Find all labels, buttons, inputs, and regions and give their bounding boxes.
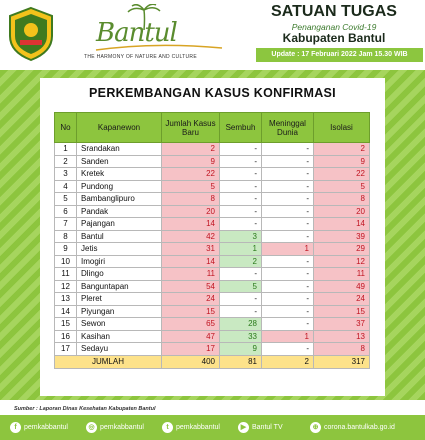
cell-isolasi: 14 <box>314 218 370 231</box>
total-isolasi: 317 <box>314 355 370 368</box>
cell-isolasi: 9 <box>314 155 370 168</box>
cell-kasus: 11 <box>162 268 220 281</box>
cell-no: 15 <box>55 318 77 331</box>
cell-sembuh: 5 <box>220 280 262 293</box>
table-row <box>55 193 370 206</box>
cell-kasus: 65 <box>162 318 220 331</box>
social-link-instagram[interactable] <box>86 421 144 434</box>
cell-kasus: 14 <box>162 255 220 268</box>
col-header-sembuh: Sembuh <box>220 113 262 143</box>
social-label: pemkabbantul <box>24 424 68 431</box>
cell-kapanewon: Bambanglipuro <box>77 193 162 206</box>
social-label: pemkabbantul <box>176 424 220 431</box>
cell-no: 6 <box>55 205 77 218</box>
cell-sembuh: - <box>220 293 262 306</box>
cell-kapanewon: Banguntapan <box>77 280 162 293</box>
cell-sembuh: 33 <box>220 330 262 343</box>
cell-isolasi: 29 <box>314 243 370 256</box>
cell-no: 12 <box>55 280 77 293</box>
update-badge: Update : 17 Februari 2022 Jam 15.30 WIB <box>256 48 423 62</box>
cell-sembuh: - <box>220 268 262 281</box>
table-row <box>55 280 370 293</box>
cell-kapanewon: Pajangan <box>77 218 162 231</box>
cell-isolasi: 8 <box>314 343 370 356</box>
region-title: Kabupaten Bantul <box>282 31 386 45</box>
cell-kasus: 54 <box>162 280 220 293</box>
col-header-kapanewon: Kapanewon <box>77 113 162 143</box>
cell-no: 10 <box>55 255 77 268</box>
page-subtitle: Penanganan Covid-19 <box>291 22 377 32</box>
cell-meninggal: - <box>262 193 314 206</box>
table-row <box>55 230 370 243</box>
cell-kasus: 24 <box>162 293 220 306</box>
cell-isolasi: 5 <box>314 180 370 193</box>
cell-no: 1 <box>55 143 77 156</box>
cell-kapanewon: Kasihan <box>77 330 162 343</box>
total-kasus: 400 <box>162 355 220 368</box>
cell-kapanewon: Piyungan <box>77 305 162 318</box>
cell-kapanewon: Imogiri <box>77 255 162 268</box>
cell-no: 4 <box>55 180 77 193</box>
cell-kasus: 20 <box>162 205 220 218</box>
social-label: Bantul TV <box>252 424 283 431</box>
cell-kasus: 31 <box>162 243 220 256</box>
table-row <box>55 243 370 256</box>
total-label: JUMLAH <box>55 355 162 368</box>
cell-meninggal: - <box>262 318 314 331</box>
cell-no: 7 <box>55 218 77 231</box>
cell-no: 5 <box>55 193 77 206</box>
cell-kasus: 2 <box>162 143 220 156</box>
page-title: SATUAN TUGAS <box>271 3 397 20</box>
total-meninggal: 2 <box>262 355 314 368</box>
cell-no: 3 <box>55 168 77 181</box>
table-row <box>55 143 370 156</box>
social-label: pemkabbantul <box>100 424 144 431</box>
youtube-icon: ▶ <box>238 422 249 433</box>
source-note: Sumber : Laporan Dinas Kesehatan Kabupaten Bantul <box>14 406 156 412</box>
col-header-no: No <box>55 113 77 143</box>
cell-no: 16 <box>55 330 77 343</box>
cell-kapanewon: Dlingo <box>77 268 162 281</box>
cell-kapanewon: Sanden <box>77 155 162 168</box>
cell-no: 14 <box>55 305 77 318</box>
cell-isolasi: 11 <box>314 268 370 281</box>
table-row <box>55 305 370 318</box>
cell-kasus: 22 <box>162 168 220 181</box>
brand-logo <box>84 4 234 64</box>
cell-sembuh: - <box>220 218 262 231</box>
cell-kapanewon: Bantul <box>77 230 162 243</box>
cell-no: 8 <box>55 230 77 243</box>
header <box>0 0 425 70</box>
cell-meninggal: 1 <box>262 330 314 343</box>
cell-sembuh: - <box>220 143 262 156</box>
globe-icon: ⊕ <box>310 422 321 433</box>
cell-sembuh: 28 <box>220 318 262 331</box>
cell-isolasi: 15 <box>314 305 370 318</box>
table-row <box>55 218 370 231</box>
brand-tagline: THE HARMONY OF NATURE AND CULTURE <box>84 54 197 60</box>
social-link-globe[interactable] <box>310 421 395 434</box>
social-link-twitter[interactable] <box>162 421 220 434</box>
cell-kapanewon: Srandakan <box>77 143 162 156</box>
cell-kapanewon: Pundong <box>77 180 162 193</box>
cell-isolasi: 22 <box>314 168 370 181</box>
cell-sembuh: - <box>220 168 262 181</box>
cell-no: 11 <box>55 268 77 281</box>
footer-bar <box>0 415 425 440</box>
cell-sembuh: - <box>220 305 262 318</box>
cell-sembuh: 2 <box>220 255 262 268</box>
cell-sembuh: - <box>220 193 262 206</box>
cell-meninggal: - <box>262 280 314 293</box>
col-header-kasus: Jumlah Kasus Baru <box>162 113 220 143</box>
cell-no: 2 <box>55 155 77 168</box>
cell-meninggal: - <box>262 205 314 218</box>
cases-table <box>54 112 370 369</box>
brand-swoosh-icon <box>94 44 224 52</box>
table-row <box>55 255 370 268</box>
table-header-row <box>55 113 370 143</box>
cell-no: 9 <box>55 243 77 256</box>
table-row <box>55 293 370 306</box>
social-link-youtube[interactable] <box>238 421 283 434</box>
cell-kasus: 17 <box>162 343 220 356</box>
cell-kasus: 5 <box>162 180 220 193</box>
cell-kapanewon: Pandak <box>77 205 162 218</box>
cell-kapanewon: Jetis <box>77 243 162 256</box>
cell-sembuh: 3 <box>220 230 262 243</box>
cell-isolasi: 13 <box>314 330 370 343</box>
col-header-isolasi: Isolasi <box>314 113 370 143</box>
bantul-seal-icon <box>6 6 56 62</box>
cell-no: 13 <box>55 293 77 306</box>
table-row <box>55 155 370 168</box>
table-row <box>55 168 370 181</box>
cell-kasus: 8 <box>162 193 220 206</box>
cell-isolasi: 12 <box>314 255 370 268</box>
cell-isolasi: 37 <box>314 318 370 331</box>
cell-isolasi: 24 <box>314 293 370 306</box>
cell-sembuh: - <box>220 155 262 168</box>
table-row <box>55 180 370 193</box>
brand-wordmark: Bantul <box>96 18 177 48</box>
cell-sembuh: 9 <box>220 343 262 356</box>
social-link-facebook[interactable] <box>10 421 68 434</box>
cell-kapanewon: Sedayu <box>77 343 162 356</box>
cell-sembuh: 1 <box>220 243 262 256</box>
total-sembuh: 81 <box>220 355 262 368</box>
cell-kasus: 47 <box>162 330 220 343</box>
cell-isolasi: 39 <box>314 230 370 243</box>
table-row <box>55 343 370 356</box>
cell-kapanewon: Sewon <box>77 318 162 331</box>
table-row <box>55 268 370 281</box>
cell-kapanewon: Kretek <box>77 168 162 181</box>
facebook-icon: f <box>10 422 21 433</box>
cell-meninggal: - <box>262 230 314 243</box>
cell-kasus: 14 <box>162 218 220 231</box>
cell-meninggal: - <box>262 268 314 281</box>
cell-meninggal: - <box>262 155 314 168</box>
cell-meninggal: - <box>262 343 314 356</box>
cell-kasus: 15 <box>162 305 220 318</box>
social-label: corona.bantulkab.go.id <box>324 424 395 431</box>
cell-meninggal: - <box>262 218 314 231</box>
cell-sembuh: - <box>220 180 262 193</box>
instagram-icon: ◎ <box>86 422 97 433</box>
cell-isolasi: 8 <box>314 193 370 206</box>
cell-kasus: 9 <box>162 155 220 168</box>
total-row <box>55 355 370 368</box>
table-row <box>55 330 370 343</box>
twitter-icon: t <box>162 422 173 433</box>
table-row <box>55 318 370 331</box>
cell-meninggal: - <box>262 143 314 156</box>
cell-no: 17 <box>55 343 77 356</box>
cell-isolasi: 2 <box>314 143 370 156</box>
cell-meninggal: - <box>262 168 314 181</box>
cell-meninggal: - <box>262 255 314 268</box>
col-header-meninggal: Meninggal Dunia <box>262 113 314 143</box>
cell-meninggal: - <box>262 293 314 306</box>
table-row <box>55 205 370 218</box>
cell-meninggal: - <box>262 180 314 193</box>
cell-meninggal: 1 <box>262 243 314 256</box>
cell-kasus: 42 <box>162 230 220 243</box>
cell-kapanewon: Pleret <box>77 293 162 306</box>
cell-isolasi: 49 <box>314 280 370 293</box>
cell-meninggal: - <box>262 305 314 318</box>
card-title: PERKEMBANGAN KASUS KONFIRMASI <box>89 86 336 100</box>
cell-sembuh: - <box>220 205 262 218</box>
cell-isolasi: 20 <box>314 205 370 218</box>
